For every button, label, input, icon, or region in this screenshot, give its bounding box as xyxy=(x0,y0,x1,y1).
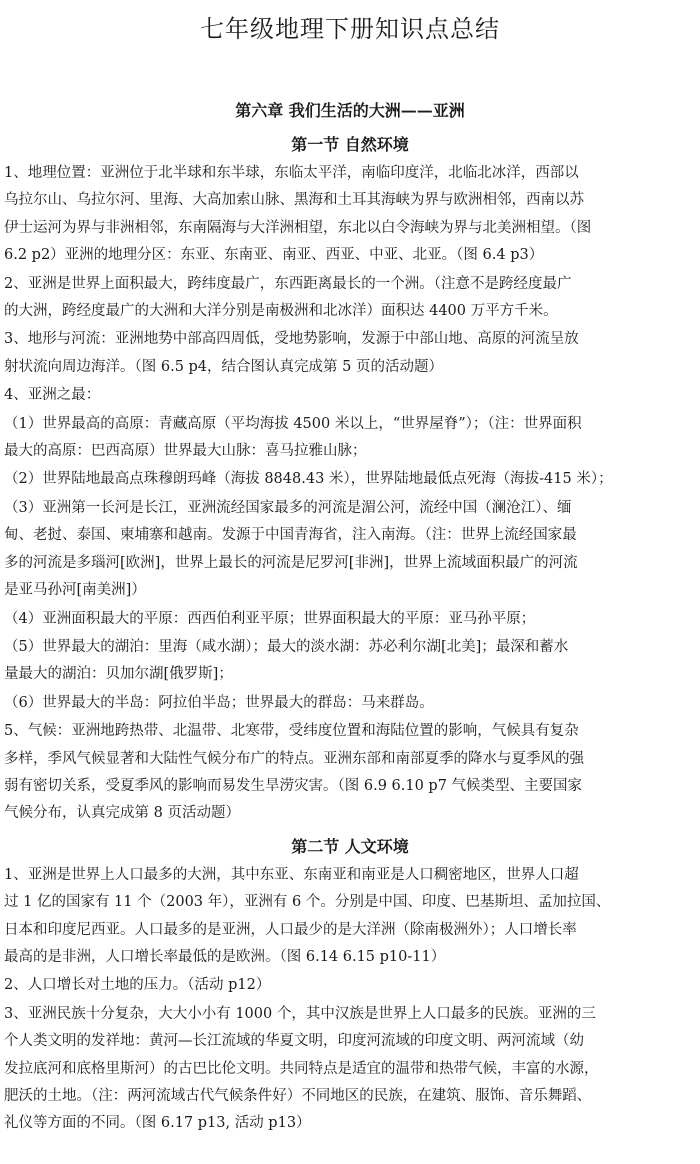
text-line: 甸、老挝、泰国、柬埔寨和越南。发源于中国青海省，注入南海。（注：世界上流经国家最 xyxy=(4,527,577,544)
text-line: 2、亚洲是世界上面积最大，跨纬度最广，东西距离最长的一个洲。（注意不是跨经度最广 xyxy=(4,275,572,292)
text-line: （3）亚洲第一长河是长江，亚洲流经国家最多的河流是湄公河，流经中国（澜沧江）、缅 xyxy=(4,499,572,516)
text-line: 1、亚洲是世界上人口最多的大洲，其中东亚、东南亚和南亚是人口稠密地区，世界人口超 xyxy=(4,866,579,883)
chapter-heading: 第六章 我们生活的大洲——亚洲 xyxy=(235,101,465,120)
paragraph xyxy=(4,160,696,270)
paragraph xyxy=(4,382,696,409)
paragraph xyxy=(4,271,696,326)
section-heading-human-environment: 第二节 人文环境 xyxy=(291,836,409,856)
text-line: 多样，季风气候显著和大陆性气候分布广的特点。亚洲东部和南部夏季的降水与夏季风的强 xyxy=(4,750,584,767)
section-body-natural-environment xyxy=(4,160,696,828)
text-line: （1）世界最高的高原：青藏高原（平均海拔 4500 米以上，“世界屋脊”）；（注：世界面积 xyxy=(4,415,582,432)
text-line: （2）世界陆地最高点珠穆朗玛峰（海拔 8848.43 米），世界陆地最低点死海（海拔-415 米）； xyxy=(4,471,613,488)
text-line: 伊士运河为界与非洲相邻，东南隔海与大洋洲相望，东北以白令海峡为界与北美洲相望。（图 xyxy=(4,219,592,236)
text-line: 礼仪等方面的不同。（图 6.17 p13, 活动 p13） xyxy=(4,1115,311,1132)
paragraph xyxy=(4,495,696,605)
paragraph xyxy=(4,606,696,633)
paragraph xyxy=(4,1001,696,1138)
text-line: 日本和印度尼西亚。人口最多的是亚洲，人口最少的是大洋洲（除南极洲外）；人口增长率 xyxy=(4,921,577,938)
text-line: 多的河流是多瑙河[欧洲]，世界上最长的河流是尼罗河[非洲]，世界上流域面积最广的河流 xyxy=(4,554,578,571)
paragraph xyxy=(4,718,696,828)
text-line: 发拉底河和底格里斯河）的古巴比伦文明。共同特点是适宜的温带和热带气候，丰富的水源， xyxy=(4,1060,599,1077)
section-body-human-environment xyxy=(4,862,696,1138)
text-line: 量最大的湖泊：贝加尔湖[俄罗斯]； xyxy=(4,666,233,683)
text-line: 气候分布，认真完成第 8 页活动题） xyxy=(4,805,240,822)
text-line: 是亚马孙河[南美洲]） xyxy=(4,582,146,599)
text-line: 最高的是非洲，人口增长率最低的是欧洲。（图 6.14 6.15 p10-11） xyxy=(4,948,446,965)
paragraph xyxy=(4,972,696,999)
paragraph xyxy=(4,466,696,493)
text-line: （5）世界最大的湖泊：里海（咸水湖）；最大的淡水湖：苏必利尔湖[北美]；最深和蓄水 xyxy=(4,638,569,655)
text-line: 2、人口增长对土地的压力。（活动 p12） xyxy=(4,977,271,994)
text-line: 个人类文明的发祥地：黄河—长江流域的华夏文明，印度河流域的印度文明、两河流域（幼 xyxy=(4,1033,584,1050)
text-line: 肥沃的土地。（注：两河流域古代气候条件好）不同地区的民族，在建筑、服饰、音乐舞蹈、 xyxy=(4,1088,592,1104)
text-line: 6.2 p2）亚洲的地理分区：东亚、东南亚、南亚、西亚、中亚、北亚。（图 6.4 p3） xyxy=(4,247,544,264)
section-heading-natural-environment: 第一节 自然环境 xyxy=(291,135,409,154)
text-line: （4）亚洲面积最大的平原：西西伯利亚平原；世界面积最大的平原：亚马孙平原； xyxy=(4,610,536,627)
text-line: 4、亚洲之最： xyxy=(4,387,101,404)
text-line: 的大洲，跨经度最广的大洲和大洋分别是南极洲和北冰洋）面积达 4400 万平方千米。 xyxy=(4,303,558,320)
text-line: 1、地理位置：亚洲位于北半球和东半球，东临太平洋，南临印度洋，北临北冰洋，西部以 xyxy=(4,165,579,181)
paragraph xyxy=(4,690,696,717)
text-line: 3、地形与河流：亚洲地势中部高四周低，受地势影响，发源于中部山地、高原的河流呈放 xyxy=(4,331,579,348)
text-line: 最大的高原：巴西高原）世界最大山脉：喜马拉雅山脉； xyxy=(4,443,367,460)
text-line: 5、气候：亚洲地跨热带、北温带、北寒带，受纬度位置和海陆位置的影响，气候具有复杂 xyxy=(4,723,579,740)
text-line: 射状流向周边海洋。（图 6.5 p4，结合图认真完成第 5 页的活动题） xyxy=(4,358,443,375)
paragraph xyxy=(4,862,696,972)
text-line: 乌拉尔山、乌拉尔河、里海、大高加索山脉、黑海和土耳其海峡为界与欧洲相邻，西南以苏 xyxy=(4,192,584,209)
document-title: 七年级地理下册知识点总结 xyxy=(200,15,500,43)
text-line: （6）世界最大的半岛：阿拉伯半岛；世界最大的群岛：马来群岛。 xyxy=(4,694,434,711)
paragraph xyxy=(4,411,696,466)
paragraph xyxy=(4,634,696,689)
paragraph xyxy=(4,326,696,381)
text-line: 3、亚洲民族十分复杂，大大小小有 1000 个，其中汉族是世界上人口最多的民族。亚洲的三 xyxy=(4,1005,596,1022)
text-line: 弱有密切关系，受夏季风的影响而易发生旱涝灾害。（图 6.9 6.10 p7 气候类型、主要国家 xyxy=(4,777,583,794)
text-line: 过 1 亿的国家有 11 个（2003 年），亚洲有 6 个。分别是中国、印度、巴基斯坦、孟加拉国、 xyxy=(4,894,611,911)
